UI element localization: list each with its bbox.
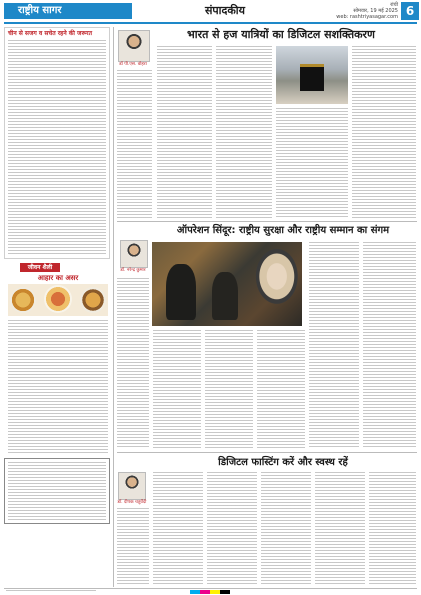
top-story-author: डॉ पी.एस. वोहरा [119,62,147,67]
lifestyle-title: आहार का असर [37,274,79,282]
middle-story-author: डॉ. नरेन्द्र कुमार [120,268,146,273]
section-rule [117,221,417,222]
top-story-headline: भारत से हज यात्रियों का डिजिटल सशक्तिकरण [186,28,376,41]
middle-story-col-4 [257,330,305,448]
bottom-story-col-3 [207,472,257,584]
footer-text [6,590,96,593]
top-story-col-5 [352,46,416,218]
middle-story-col-3 [205,330,253,448]
lifestyle-tag: जीवन शैली [20,263,60,272]
author-photo-2 [120,240,148,268]
top-story-col-4 [276,108,348,218]
publisher-info-text [8,462,106,520]
middle-story-col-6 [363,242,416,448]
left-column-box [4,27,110,259]
masthead [0,0,421,22]
middle-story-headline: ऑपरेशन सिंदूर: राष्ट्रीय सुरक्षा और राष्ट्रीय सम्मान का संगम [176,225,390,236]
paper-name: राष्ट्रीय सागर [4,3,132,19]
masthead-rule [4,22,417,24]
kaaba-photo [276,46,348,104]
footer-rule [4,588,417,589]
section-title: संपादकीय [204,4,246,17]
bottom-story-headline: डिजिटल फास्टिंग करें और स्वस्थ रहें [218,457,348,468]
left-column-headline: चीन से सजग व सचेत रहने की जरूरत [8,30,93,37]
top-story-col-2 [157,46,212,218]
soldier-silhouette [166,264,196,320]
location: रांची [390,2,398,8]
color-registration-strip [190,590,230,594]
middle-story-col-2 [153,330,201,448]
kaaba-cube [300,64,324,91]
bottom-story-col-5 [315,472,365,584]
masthead-meta [330,2,398,20]
operation-photo [152,242,302,326]
page-number: 6 [401,2,419,20]
soldier-silhouette-2 [212,272,238,320]
food-plate-3 [80,287,106,313]
middle-story-col-5 [309,242,359,448]
middle-story-col-1 [117,278,149,448]
author-photo-3 [118,472,146,500]
bottom-story-col-2 [153,472,203,584]
section-rule-2 [117,452,417,453]
bottom-story-col-4 [261,472,311,584]
left-column-text [8,40,106,256]
top-story-col-3 [216,46,272,218]
website: web: rashtriyasagar.com [336,14,398,20]
food-plate-1 [10,287,36,313]
date: सोमवार, 19 मई 2025 [353,8,398,14]
bottom-story-author: डॉ. दीपक चतुर्वेदी [117,500,147,505]
food-image [8,284,108,316]
author-photo [118,30,150,62]
bottom-story-col-6 [369,472,416,584]
lifestyle-text [8,320,108,454]
top-story-col-1 [117,70,152,218]
food-plate-2 [44,285,72,313]
leader-portrait [242,246,300,322]
publisher-info-box [4,458,110,524]
bottom-story-col-1 [117,508,149,584]
